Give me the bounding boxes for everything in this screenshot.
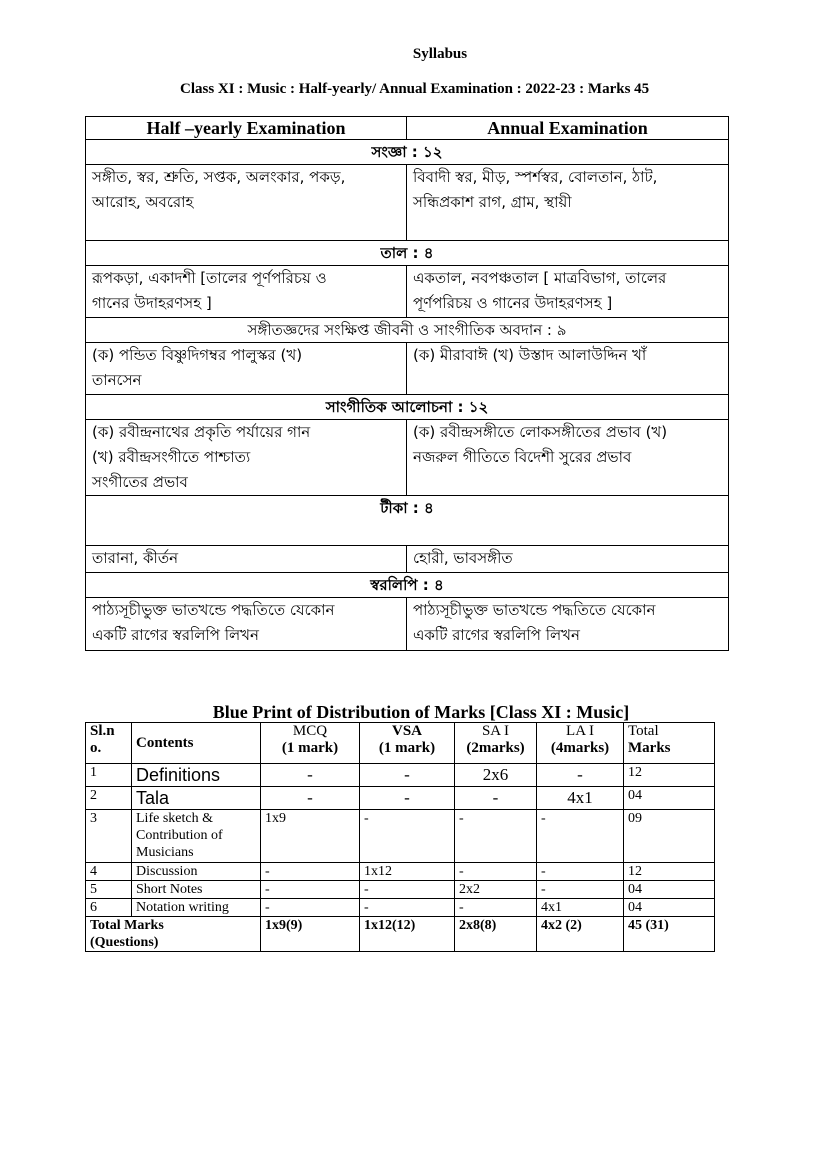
- header-la: LA I (4marks): [537, 723, 624, 764]
- half-yearly-cell: তারানা, কীর্তন: [86, 546, 407, 573]
- total-cell: 04: [624, 881, 715, 899]
- sa-cell: -: [455, 863, 537, 881]
- table-row: [86, 810, 715, 863]
- totals-total: 45 (31): [624, 917, 715, 952]
- la-cell: -: [537, 881, 624, 899]
- vsa-cell: -: [360, 899, 455, 917]
- sl-cell: 6: [86, 899, 132, 917]
- content-cell: Life sketch & Contribution of Musicians: [132, 810, 261, 863]
- col-header-half-yearly: Half –yearly Examination: [86, 117, 407, 140]
- la-cell: -: [537, 810, 624, 863]
- sa-cell: -: [455, 810, 537, 863]
- total-cell: 04: [624, 787, 715, 810]
- blueprint-title: Blue Print of Distribution of Marks [Class XI : Music]: [212, 702, 630, 722]
- mcq-cell: -: [261, 787, 360, 810]
- vsa-cell: -: [360, 764, 455, 787]
- sl-cell: 1: [86, 764, 132, 787]
- annual-cell: পাঠ্যসূচীভুক্ত ভাতখন্ডে পদ্ধতিতে যেকোন একটি রাগের স্বরলিপি লিখন: [407, 598, 729, 651]
- vsa-cell: 1x12: [360, 863, 455, 881]
- content-cell: Tala: [132, 787, 261, 810]
- la-cell: -: [537, 764, 624, 787]
- sa-cell: 2x2: [455, 881, 537, 899]
- content-cell: Short Notes: [132, 881, 261, 899]
- half-yearly-cell: রূপকড়া, একাদশী [তালের পূর্ণপরিচয় ও গানের উদাহরণসহ ]: [86, 266, 407, 318]
- annual-cell: বিবাদী স্বর, মীড়, স্পর্শস্বর, বোলতান, ঠাট, সন্ধিপ্রকাশ রাগ, গ্রাম, স্থায়ী: [407, 165, 729, 241]
- totals-label: Total Marks (Questions): [86, 917, 261, 952]
- annual-cell: একতাল, নবপঞ্চতাল [ মাত্রবিভাগ, তালের পূর্ণপরিচয় ও গানের উদাহরণসহ ]: [407, 266, 729, 318]
- page-title: Syllabus: [412, 46, 468, 62]
- section-heading: টীকা : ৪: [86, 496, 729, 546]
- header-sl: Sl.n o.: [86, 723, 132, 764]
- section-heading: সঙ্গীতজ্ঞদের সংক্ষিপ্ত জীবনী ও সাংগীতিক অবদান : ৯: [86, 318, 729, 343]
- table-row: [86, 764, 715, 787]
- section-heading: সাংগীতিক আলোচনা : ১২: [86, 395, 729, 420]
- section-heading: তাল : ৪: [86, 241, 729, 266]
- header-mcq: MCQ (1 mark): [261, 723, 360, 764]
- page-subtitle: Class XI : Music : Half-yearly/ Annual Examination : 2022-23 : Marks 45: [180, 81, 650, 97]
- vsa-cell: -: [360, 787, 455, 810]
- header-vsa: VSA (1 mark): [360, 723, 455, 764]
- sa-cell: -: [455, 899, 537, 917]
- table-row: [86, 881, 715, 899]
- half-yearly-cell: পাঠ্যসূচীভুক্ত ভাতখন্ডে পদ্ধতিতে যেকোন একটি রাগের স্বরলিপি লিখন: [86, 598, 407, 651]
- la-cell: 4x1: [537, 787, 624, 810]
- vsa-cell: -: [360, 881, 455, 899]
- sl-cell: 4: [86, 863, 132, 881]
- blueprint-table: [85, 722, 715, 952]
- sa-cell: 2x6: [455, 764, 537, 787]
- totals-row: [86, 917, 715, 952]
- section-heading: স্বরলিপি : ৪: [86, 573, 729, 598]
- annual-cell: (ক) মীরাবাঈ (খ) উস্তাদ আলাউদ্দিন খাঁ: [407, 343, 729, 395]
- content-cell: Definitions: [132, 764, 261, 787]
- totals-vsa: 1x12(12): [360, 917, 455, 952]
- sa-cell: -: [455, 787, 537, 810]
- totals-mcq: 1x9(9): [261, 917, 360, 952]
- header-contents: Contents: [132, 723, 261, 764]
- totals-sa: 2x8(8): [455, 917, 537, 952]
- sl-cell: 2: [86, 787, 132, 810]
- mcq-cell: -: [261, 863, 360, 881]
- syllabus-table: [85, 116, 729, 651]
- total-cell: 12: [624, 764, 715, 787]
- totals-la: 4x2 (2): [537, 917, 624, 952]
- table-header-row: [86, 723, 715, 764]
- half-yearly-cell: সঙ্গীত, স্বর, শ্রুতি, সপ্তক, অলংকার, পকড়, আরোহ, অবরোহ: [86, 165, 407, 241]
- vsa-cell: -: [360, 810, 455, 863]
- mcq-cell: 1x9: [261, 810, 360, 863]
- content-cell: Discussion: [132, 863, 261, 881]
- mcq-cell: -: [261, 764, 360, 787]
- la-cell: -: [537, 863, 624, 881]
- table-row: [86, 787, 715, 810]
- sl-cell: 3: [86, 810, 132, 863]
- content-cell: Notation writing: [132, 899, 261, 917]
- table-row: [86, 863, 715, 881]
- la-cell: 4x1: [537, 899, 624, 917]
- section-heading: সংজ্ঞা : ১২: [86, 140, 729, 165]
- sl-cell: 5: [86, 881, 132, 899]
- header-sa: SA I (2marks): [455, 723, 537, 764]
- total-cell: 09: [624, 810, 715, 863]
- table-row: [86, 899, 715, 917]
- total-cell: 04: [624, 899, 715, 917]
- annual-cell: (ক) রবীন্দ্রসঙ্গীতে লোকসঙ্গীতের প্রভাব (খ) নজরুল গীতিতে বিদেশী সুরের প্রভাব: [407, 420, 729, 496]
- half-yearly-cell: (ক) পন্ডিত বিষ্ণুদিগম্বর পালুস্কর (খ) তানসেন: [86, 343, 407, 395]
- mcq-cell: -: [261, 899, 360, 917]
- mcq-cell: -: [261, 881, 360, 899]
- col-header-annual: Annual Examination: [407, 117, 729, 140]
- half-yearly-cell: (ক) রবীন্দ্রনাথের প্রকৃতি পর্যায়ের গান (খ) রবীন্দ্রসংগীতে পাশ্চাত্য সংগীতের প্রভাব: [86, 420, 407, 496]
- annual-cell: হোরী, ভাবসঙ্গীত: [407, 546, 729, 573]
- header-total: Total Marks: [624, 723, 715, 764]
- total-cell: 12: [624, 863, 715, 881]
